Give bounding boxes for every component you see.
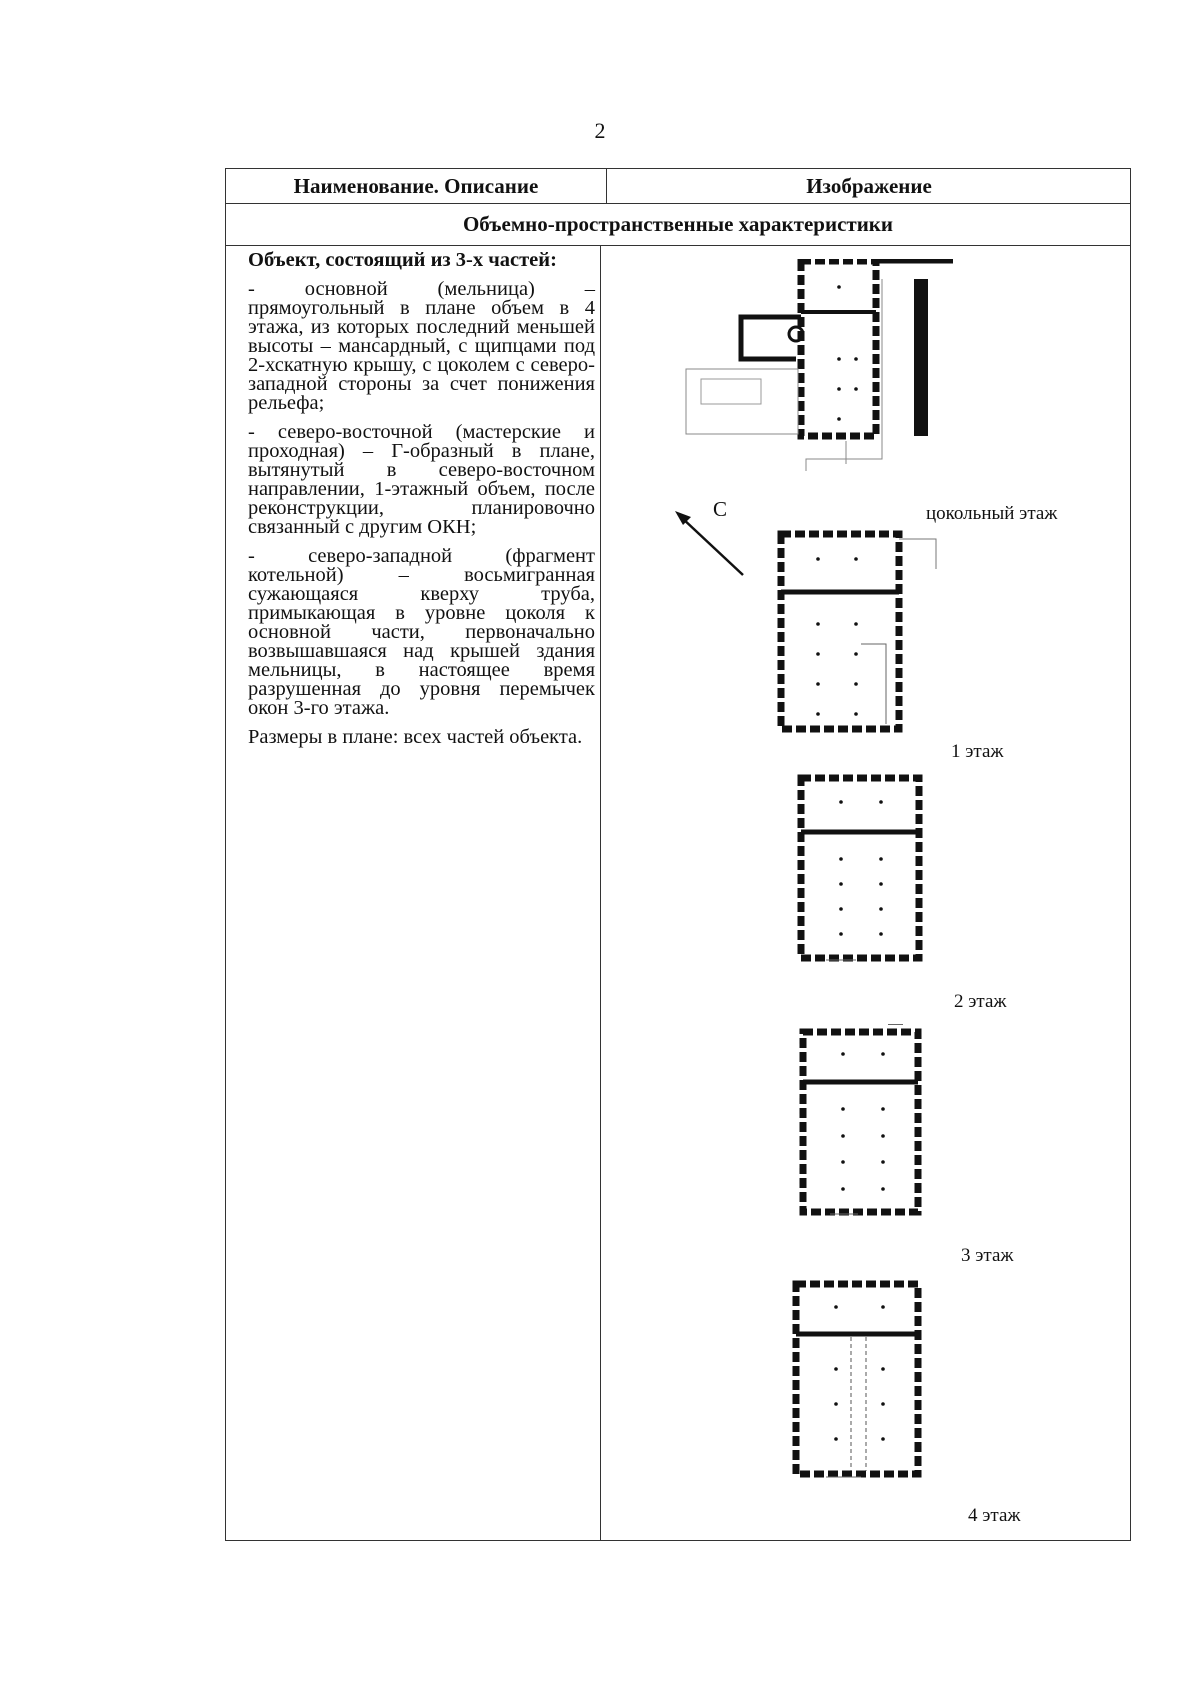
header-description: Наименование. Описание <box>293 173 539 198</box>
caption-floor-3: 3 этаж <box>961 1245 1014 1266</box>
caption-basement: цокольный этаж <box>926 503 1058 524</box>
description-item-northwest: - северо-западной (фрагмент котельной) – восьмигранная сужающаяся кверху труба, примыкающая в уровне цоколя к основной части, первоначально возвышавшаяся над крышей здания мельницы, в настоящее время разрушенная до уровня перемычек окон 3-го этажа. <box>248 545 595 719</box>
third-floor-plan <box>798 1024 938 1224</box>
basement-floor-plan <box>656 259 986 489</box>
north-label: С <box>713 497 728 521</box>
second-floor-plan <box>796 774 936 974</box>
description-item-northeast: - северо-восточной (мастерские и проходная) – Г-образный в плане, вытянутый в северо-восточном направлении, 1-этажный объем, после реконструкции, планировочно связанный с другим ОКН; <box>248 421 595 538</box>
caption-floor-2: 2 этаж <box>954 991 1007 1012</box>
section-rule <box>226 245 1130 246</box>
header-image: Изображение <box>806 173 932 198</box>
caption-floor-1: 1 этаж <box>951 741 1004 762</box>
description-cell <box>248 251 595 757</box>
section-title: Объемно-пространственные характеристики <box>462 211 894 236</box>
page-number: 2 <box>594 118 606 143</box>
caption-floor-4: 4 этаж <box>968 1505 1021 1526</box>
description-item-main: - основной (мельница) – прямоугольный в плане объем в 4 этажа, из которых последний меньшей высоты – мансардный, с щипцами под 2-хскатную крышу, с цоколем с северо-западной стороны за счет понижения рельефа; <box>248 278 595 414</box>
column-divider <box>600 245 601 1540</box>
first-floor-plan <box>776 529 976 744</box>
description-lead: Объект, состоящий из 3-х частей: <box>248 249 557 271</box>
fourth-floor-plan <box>791 1279 931 1489</box>
north-arrow-icon <box>671 507 751 582</box>
content-table <box>225 168 1131 1541</box>
description-sizes: Размеры в плане: всех частей объекта. <box>248 726 583 748</box>
